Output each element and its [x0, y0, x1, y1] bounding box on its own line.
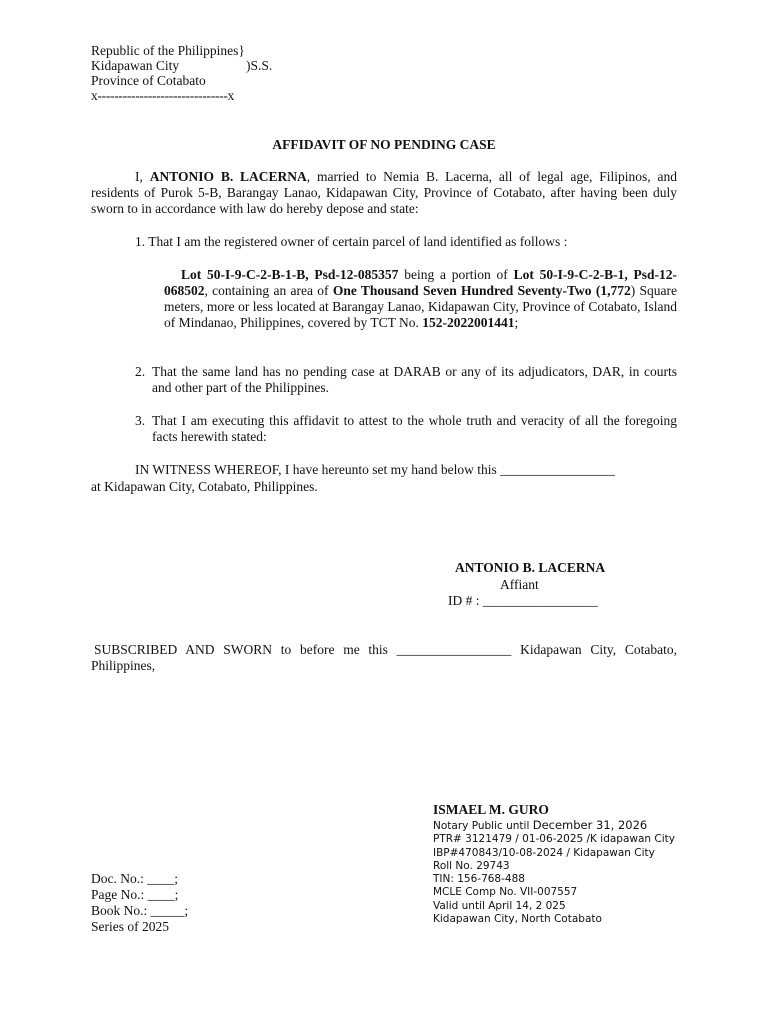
affiant-name: ANTONIO B. LACERNA [455, 560, 606, 575]
affiant-id: ID # : _________________ [448, 593, 598, 608]
caption-rule: x-------------------------------x [91, 88, 234, 103]
page-number: Page No.: ____; [91, 887, 179, 902]
notary-mcle-validity: Valid until April 14, 2 025 [433, 899, 566, 912]
notary-ibp: IBP#470843/10-08-2024 / Kidapawan City [433, 846, 655, 859]
ss-mark: )S.S. [246, 58, 273, 73]
land-text-2: , containing an area of [204, 283, 333, 298]
land-text-3: ) Square meters, more or less located at Barangay Lanao, Kidapawan City, Province of Cotabato, Island of Mindanao, Philippines, covered by TCT No. [164, 283, 678, 330]
land-area: One Thousand Seven Hundred Seventy-Two (1,772 [332, 283, 631, 298]
land-description [164, 267, 677, 331]
affiant-role: Affiant [500, 577, 539, 592]
tct-number: 152-2022001441 [422, 315, 515, 330]
item-1: 1. That I am the registered owner of certain parcel of land identified as follows : [135, 234, 568, 249]
item-2-number: 2. [135, 364, 146, 379]
lot-number: Lot 50-I-9-C-2-B-1-B, Psd-12-085357 [181, 267, 399, 282]
series-year: Series of 2025 [91, 919, 169, 934]
province-line: Province of Cotabato [91, 73, 206, 88]
mother-lot-number: Lot 50-I-9-C-2-B-1, Psd-12-068502 [164, 267, 677, 298]
witness-line-1: IN WITNESS WHEREOF, I have hereunto set my hand below this _________________ [135, 462, 615, 477]
witness-line-2: at Kidapawan City, Cotabato, Philippines. [91, 479, 318, 494]
notary-details [433, 819, 733, 926]
notary-commission-label: Notary Public until [433, 820, 533, 832]
intro-text: , married to Nemia B. Lacerna, all of legal age, Filipinos, and residents of Purok 5-B, Barangay Lanao, Kidapawan City, Province of Cotabato, after having been duly sworn to in accordance with law do hereby depose and state: [91, 169, 677, 216]
intro-prefix: I, [135, 169, 150, 184]
notary-tin: TIN: 156-768-488 [433, 873, 525, 886]
notary-name: ISMAEL M. GURO [433, 802, 549, 817]
notary-commission-date: December 31, 2026 [532, 818, 648, 832]
item-3-number: 3. [135, 413, 146, 428]
jurat-paragraph: SUBSCRIBED AND SWORN to before me this _________________ Kidapawan City, Cotabato, Philippines, [91, 642, 677, 673]
book-number: Book No.: _____; [91, 903, 189, 918]
notary-commission [433, 819, 733, 833]
document-title: AFFIDAVIT OF NO PENDING CASE [272, 137, 496, 152]
affiant-name-intro: ANTONIO B. LACERNA [149, 169, 307, 184]
land-text-4: ; [514, 315, 519, 330]
notary-mcle: MCLE Comp No. VII-007557 [433, 886, 578, 899]
item-3-text: That I am executing this affidavit to attest to the whole truth and veracity of all the foregoing facts herewith stated: [152, 413, 677, 444]
republic-line: Republic of the Philippines} [91, 43, 245, 58]
land-text-1: being a portion of [398, 267, 514, 282]
notary-address: Kidapawan City, North Cotabato [433, 913, 602, 926]
intro-paragraph [91, 169, 677, 217]
notary-ptr: PTR# 3121479 / 01-06-2025 /K idapawan City [433, 833, 675, 846]
notary-roll: Roll No. 29743 [433, 859, 510, 872]
doc-number: Doc. No.: ____; [91, 871, 178, 886]
city-line: Kidapawan City [91, 58, 180, 73]
item-2-text: That the same land has no pending case at DARAB or any of its adjudicators, DAR, in courts and other part of the Philippines. [152, 364, 677, 395]
